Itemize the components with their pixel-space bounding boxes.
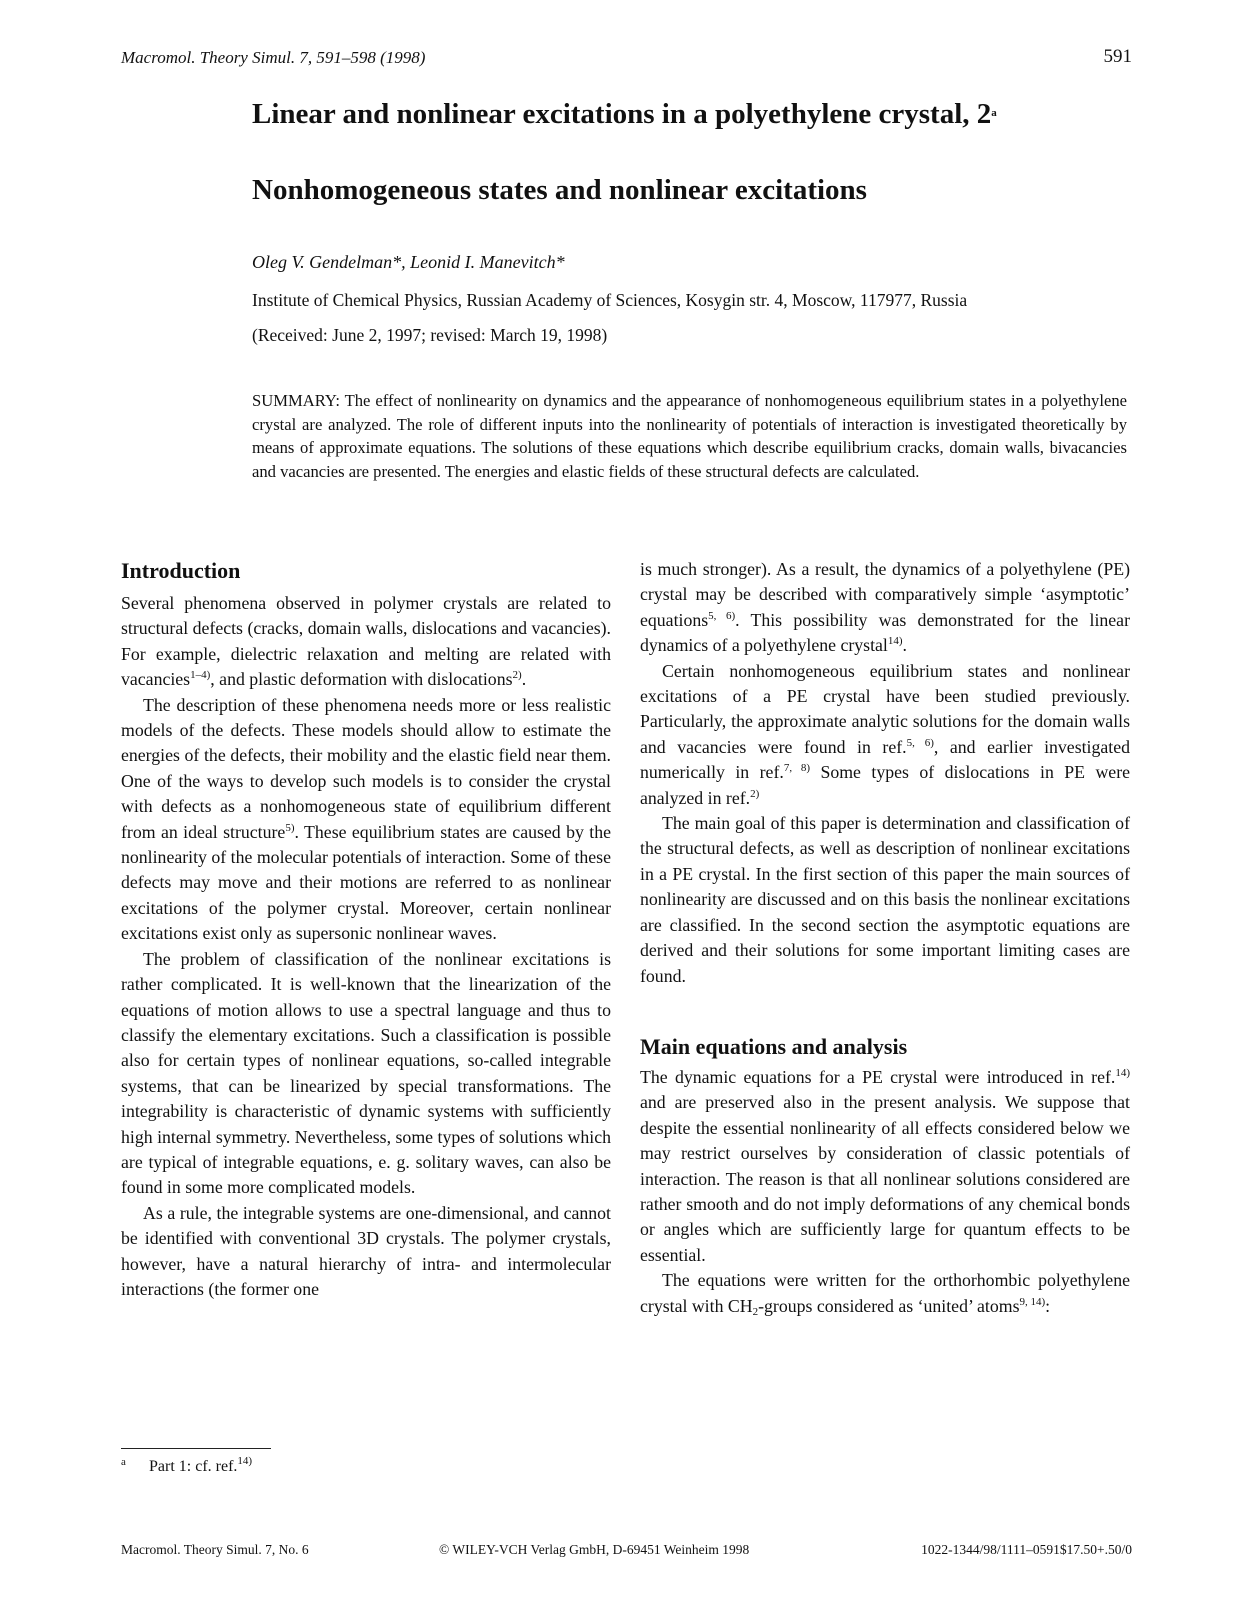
- citation: 14): [237, 1455, 253, 1467]
- intro-paragraph-3: The problem of classification of the nonlinear excitations is rather complicated. It is well-known that the linearization of the equations of motion allows to use a spectral language and thus to classify the elementary excitations. Such a classification is possible also for certain types of nonlinear equations, so-called integrable systems, that can be linearized by special transformations. The integrability is characteristic of dynamic systems with sufficiently high internal symmetry. Nevertheless, some types of solutions which are typical of integrable equations, e. g. solitary waves, can also be found in some more complicated models.: [121, 948, 611, 1198]
- citation: 14): [1115, 1066, 1130, 1079]
- intro-paragraph-7: The main goal of this paper is determination and classification of the structural defects, as well as description of nonlinear excitations in a PE crystal. In the first section of this paper the main sources of nonlinearity are discussed and on this basis the nonlinear excitations are classified. In the second section the asymptotic equations are derived and their solutions for some important limiting cases are found.: [640, 813, 1130, 986]
- intro-paragraph-6: Certain nonhomogeneous equilibrium states and nonlinear excitations of a PE crystal have been studied previously. Particularly, the approximate analytic solutions for the domain walls and vacancies were found in ref.$^{5, 6)}$, and earlier investigated numerically in ref.$^{7, 8)}$ Some types of dislocations in PE were analyzed in ref.$^{2)}$: [640, 660, 1131, 808]
- subscript: 2: [752, 1305, 759, 1318]
- main-equations-heading: Main equations and analysis: [640, 1033, 908, 1059]
- citation: 5, 6): [708, 609, 736, 622]
- citation: 14): [887, 635, 903, 648]
- received-dates: (Received: June 2, 1997; revised: March 19, 1998): [252, 325, 608, 345]
- main-paragraph-2: The equations were written for the orthorhombic polyethylene crystal with $CH_2$-groups considered as ‘united’ atoms$^{9, 14)}$:: [640, 1270, 1130, 1318]
- footnote-text: Part 1: cf. ref.: [149, 1458, 238, 1475]
- introduction-heading: Introduction: [121, 558, 241, 583]
- citation: 2): [512, 669, 522, 682]
- paper-title-text: Linear and nonlinear excitations in a polyethylene crystal, 2: [252, 98, 992, 130]
- citation: 5): [285, 821, 295, 834]
- citation: 7, 8): [783, 762, 810, 775]
- footer-copyright: © WILEY-VCH Verlag GmbH, D-69451 Weinheim 1998: [439, 1542, 750, 1557]
- title-footnote-mark: a: [991, 107, 997, 119]
- page-number: 591: [1103, 46, 1132, 67]
- authors: Oleg V. Gendelman*, Leonid I. Manevitch*: [252, 252, 565, 272]
- right-column: [640, 557, 1130, 1319]
- footnote-rule: [121, 1448, 271, 1449]
- running-head: Macromol. Theory Simul. 7, 591–598 (1998): [121, 48, 426, 67]
- intro-paragraph-1: Several phenomena observed in polymer crystals are related to structural defects (cracks, domain walls, dislocations and vacancies). For example, dielectric relaxation and melting are related with vacancies$^{1-4)}$, and plastic deformation with dislocations$^{2)}$.: [121, 593, 611, 690]
- citation: 9, 14): [1019, 1295, 1046, 1308]
- citation: 1–4): [190, 669, 211, 682]
- intro-paragraph-2: The description of these phenomena needs more or less realistic models of the defects. These models should allow to estimate the energies of the defects, their mobility and the elastic field near them. One of the ways to develop such models is to consider the crystal with defects as a nonhomogeneous state of equilibrium different from an ideal structure$^{5)}$. These equilibrium states are caused by the nonlinearity of the molecular potentials of interaction. Some of these defects may move and their motions are referred to as nonlinear excitations of the polymer crystal. Moreover, certain nonlinear excitations exist only as supersonic nonlinear waves.: [121, 694, 611, 944]
- footer-journal: Macromol. Theory Simul. 7, No. 6: [121, 1542, 309, 1557]
- citation: 2): [750, 787, 760, 800]
- summary: SUMMARY: The effect of nonlinearity on dynamics and the appearance of nonhomogeneous equilibrium states in a polyethylene crystal are analyzed. The role of different inputs into the nonlinearity of potentials of interaction is investigated theoretically by means of approximate equations. The solutions of these equations which describe equilibrium cracks, domain walls, bivacancies and vacancies are presented. The energies and elastic fields of these structural defects are calculated.: [252, 391, 1127, 481]
- paper-subtitle: Nonhomogeneous states and nonlinear excitations: [252, 174, 867, 206]
- left-column: [121, 557, 611, 1302]
- footnote-mark: a: [121, 1456, 126, 1468]
- citation: 5, 6): [906, 736, 934, 749]
- footnote: [121, 1456, 252, 1476]
- intro-paragraph-5: is much stronger). As a result, the dynamics of a polyethylene (PE) crystal may be described with comparatively simple ‘asymptotic’ equations$^{5, 6)}$. This possibility was demonstrated for the linear dynamics of a polyethylene crystal$^{14)}$.: [640, 559, 1130, 656]
- main-paragraph-1: The dynamic equations for a PE crystal were introduced in ref.$^{14)}$ and are preserved also in the present analysis. We suppose that despite the essential nonlinearity of all effects considered below we may restrict ourselves by consideration of classic potentials of interaction. The reason is that all nonlinear solutions considered are rather smooth and do not imply deformations of any chemical bonds or angles which are sufficiently large for quantum effects to be essential.: [640, 1066, 1130, 1265]
- affiliation: Institute of Chemical Physics, Russian Academy of Sciences, Kosygin str. 4, Moscow, 117977, Russia: [252, 290, 968, 310]
- footer-issn: 1022-1344/98/1111–0591$17.50+.50/0: [921, 1542, 1132, 1557]
- intro-paragraph-4: As a rule, the integrable systems are one-dimensional, and cannot be identified with conventional 3D crystals. The polymer crystals, however, have a natural hierarchy of intra- and intermolecular interactions (the former one: [121, 1202, 611, 1299]
- paper-title: [252, 96, 997, 132]
